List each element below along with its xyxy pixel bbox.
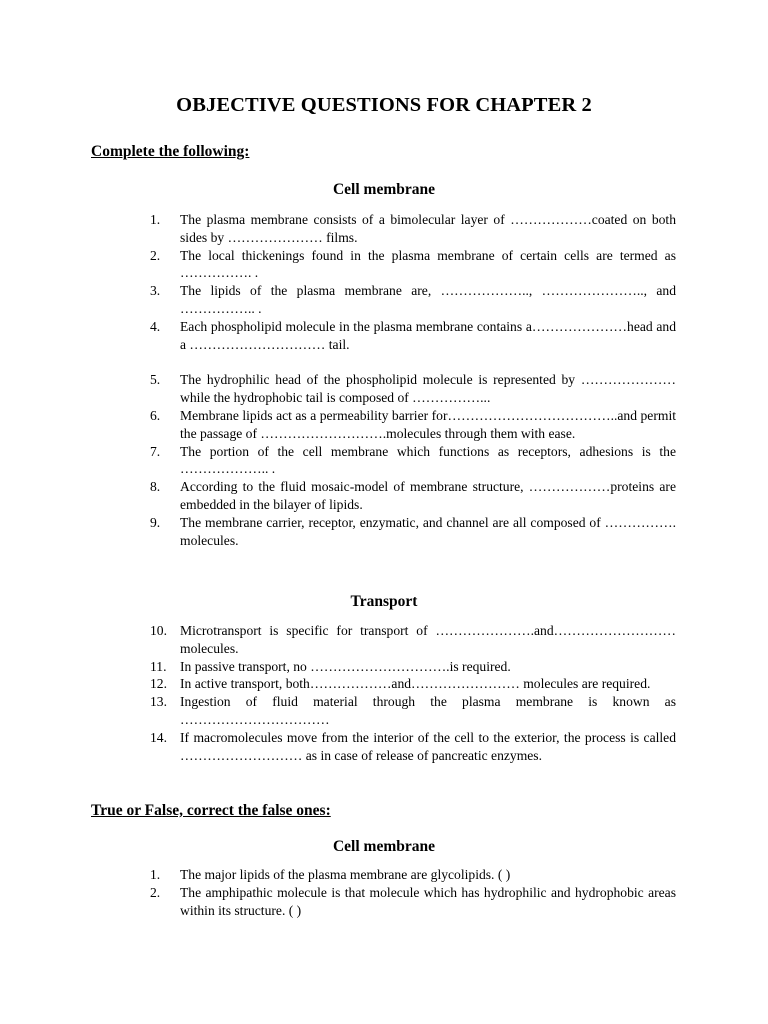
question-text: The lipids of the plasma membrane are, ……………….., ………………….., and …………….. .: [180, 283, 676, 316]
question-number: 13.: [150, 694, 167, 710]
question-number: 7.: [150, 443, 161, 459]
question-item: [150, 884, 676, 920]
question-item: [150, 675, 676, 693]
question-number: 11.: [150, 658, 167, 674]
question-item: [150, 318, 676, 354]
question-text: The amphipathic molecule is that molecule which has hydrophilic and hydrophobic areas within its structure. ( ): [180, 884, 676, 918]
question-number: 6.: [150, 407, 161, 423]
question-number: 3.: [150, 283, 161, 299]
question-number: 1.: [150, 212, 161, 227]
question-text: Microtransport is specific for transport of ………………….and……………………… molecules.: [180, 623, 676, 656]
question-text: In passive transport, no ………………………….is required.: [180, 658, 511, 674]
question-text: If macromolecules move from the interior of the cell to the exterior, the process is called ……………………… as in case of release of pancreatic enzymes.: [180, 729, 676, 763]
question-item: [150, 478, 676, 514]
question-text: Membrane lipids act as a permeability barrier for………………………………..and permit the passage of ……………………….molecules through them with ease.: [180, 407, 676, 441]
question-item: [150, 282, 676, 318]
question-list-cell-membrane: [150, 211, 676, 549]
question-number: 1.: [150, 867, 161, 882]
question-item: [150, 693, 676, 729]
page-title: OBJECTIVE QUESTIONS FOR CHAPTER 2: [176, 94, 592, 116]
subheading-transport: Transport: [350, 593, 418, 610]
question-text: In active transport, both………………and…………………… molecules are required.: [180, 676, 651, 692]
question-number: 14.: [150, 729, 167, 745]
section-heading-true-false: True or False, correct the false ones:: [91, 802, 331, 819]
question-list-transport: [150, 622, 676, 764]
subheading-cell-membrane: Cell membrane: [332, 181, 435, 198]
question-text: Each phospholipid molecule in the plasma membrane contains a…………………head and a ………………………… tail.: [180, 318, 676, 352]
question-number: 9.: [150, 514, 161, 530]
question-item: [150, 658, 676, 676]
question-item: [150, 622, 676, 658]
question-text: The major lipids of the plasma membrane are glycolipids. ( ): [180, 867, 511, 882]
question-item: [150, 514, 676, 550]
question-text: Ingestion of fluid material through the plasma membrane is known as ……………………………: [180, 694, 676, 727]
question-text: The membrane carrier, receptor, enzymatic, and channel are all composed of ……………. molecules.: [180, 514, 676, 548]
question-item: [150, 211, 676, 247]
question-list-true-false: [150, 866, 676, 919]
question-text: The local thickenings found in the plasma membrane of certain cells are termed as ……………. .: [180, 247, 676, 281]
question-item: [150, 729, 676, 765]
question-number: 2.: [150, 884, 161, 900]
subheading-cell-membrane-tf: Cell membrane: [332, 838, 435, 855]
question-number: 8.: [150, 479, 161, 495]
question-text: The portion of the cell membrane which functions as receptors, adhesions is the ……………….. .: [180, 443, 676, 477]
section-heading-complete: Complete the following:: [91, 143, 250, 160]
question-text: According to the fluid mosaic-model of membrane structure, ………………proteins are embedded in the bilayer of lipids.: [180, 479, 676, 512]
question-item: [150, 866, 676, 884]
question-text: The plasma membrane consists of a bimolecular layer of ………………coated on both sides by ………………… films.: [180, 212, 676, 245]
question-number: 4.: [150, 318, 161, 334]
question-number: 10.: [150, 623, 167, 638]
question-number: 5.: [150, 372, 161, 388]
question-item: [150, 407, 676, 443]
question-item: [150, 443, 676, 479]
question-number: 2.: [150, 247, 161, 263]
question-text: The hydrophilic head of the phospholipid molecule is represented by ………………… while the hydrophobic tail is composed of ……………...: [180, 372, 676, 406]
question-item: [150, 371, 676, 407]
question-number: 12.: [150, 676, 167, 692]
question-item: [150, 247, 676, 283]
